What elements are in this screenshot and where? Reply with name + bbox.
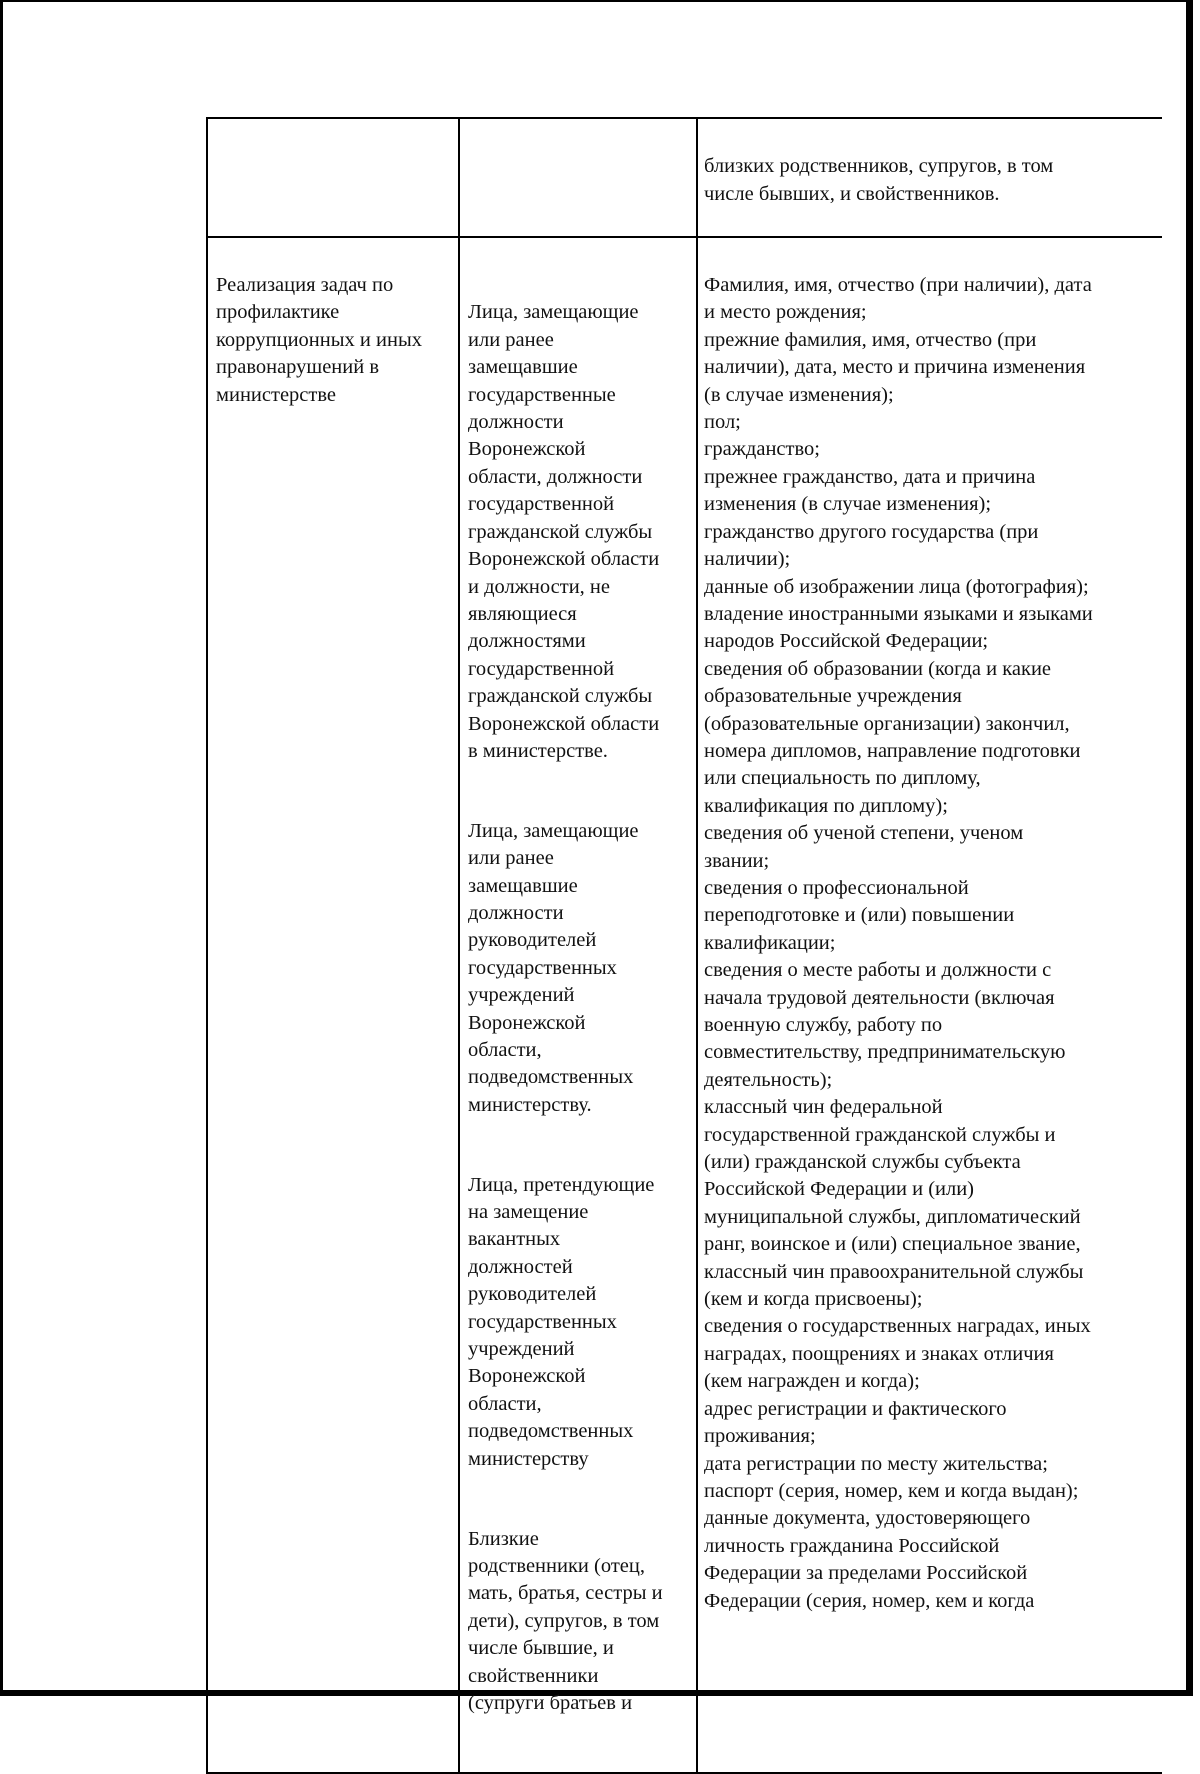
subjects-list: [460, 265, 696, 1745]
subject-group-officials: Лица, замещающие или ранее замещавшие государственные должности Воронежской области, должности государственной гражданской службы Воронежской области и должности, не являющиеся должностями государственной гражданской службы Воронежской области в министерстве.: [468, 301, 660, 762]
cell-text: близких родственников, супругов, в том числе бывших, и свойственников.: [704, 155, 1054, 205]
cell-data-list: [697, 237, 1162, 1774]
table-row-continuation: [207, 118, 1162, 237]
purpose-text: Реализация задач по профилактике коррупционных и иных правонарушений в министерстве: [216, 274, 422, 406]
data-list-text: Фамилия, имя, отчество (при наличии), дата и место рождения; прежние фамилия, имя, отчество (при наличии), дата, место и причина изменения (в случае изменения); пол; гражданство; прежнее гражданство, дата и причина изменения (в случае изменения); гражданство другого государства (при наличии); данные об изображении лица (фотография); владение иностранными языками и языками народов Российской Федерации; сведения об образовании (когда и какие образовательные учреждения (образовательные организации) закончил, номера дипломов, направление подготовки или специальность по диплому, квалификация по диплому); сведения об ученой степени, ученом звании; сведения о профессиональной переподготовке и (или) повышении квалификации; сведения о месте работы и должности с начала трудовой деятельности (включая военную службу, работу по совместительству, предпринимательскую деятельность); классный чин федеральной государственной гражданской службы и (или) гражданской службы субъекта Российской Федерации и (или) муниципальной службы, дипломатический ранг, воинское и (или) специальное звание, классный чин правоохранительной службы (кем и когда присвоены); сведения о государственных наградах, иных наградах, поощрениях и знаках отличия (кем награжден и когда); адрес регистрации и фактического проживания; дата регистрации по месту жительства; паспорт (серия, номер, кем и когда выдан); данные документа, удостоверяющего личность гражданина Российской Федерации за пределами Российской Федерации (серия, номер, кем и когда: [704, 274, 1093, 1612]
subject-group-heads: Лица, замещающие или ранее замещавшие должности руководителей государственных учреждений Воронежской области, подведомственных министерству.: [468, 819, 639, 1116]
cell-text: [460, 146, 696, 153]
cell-purpose-empty: [207, 118, 459, 237]
table-row-main: [207, 237, 1162, 1774]
subject-group-relatives: Близкие родственники (отец, мать, братья, сестры и дети), супругов, в том числе бывшие, и свойственники (супруги братьев и: [468, 1527, 663, 1714]
subject-group-candidates: Лица, претендующие на замещение вакантных должностей руководителей государственных учреждений Воронежской области, подведомственных министерству: [468, 1173, 655, 1470]
personal-data-table: [206, 117, 1162, 1774]
cell-purpose: [207, 237, 459, 1774]
cell-data-list-continuation: [697, 118, 1162, 237]
cell-text: [208, 146, 458, 153]
cell-subjects: [459, 237, 697, 1774]
cell-subjects-empty: [459, 118, 697, 237]
